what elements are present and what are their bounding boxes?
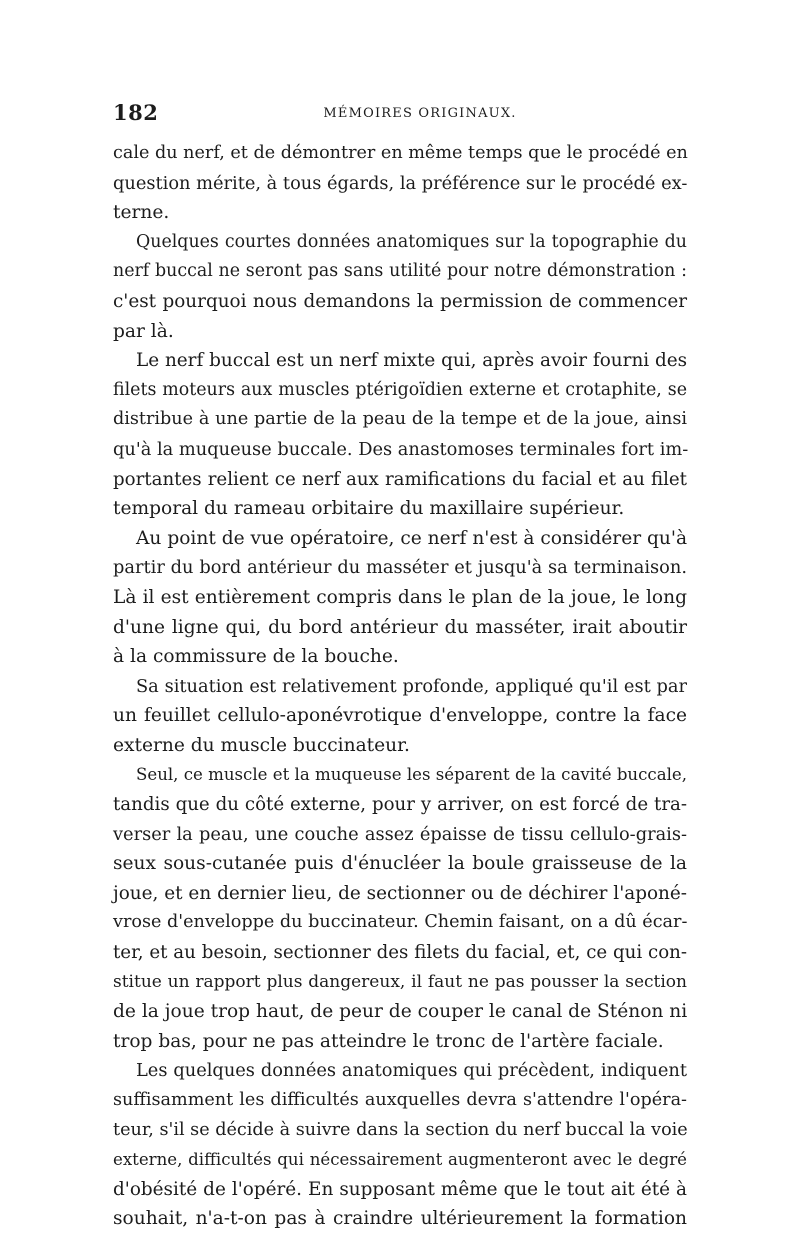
text-line: d'une ligne qui, du bord antérieur du masséter, irait aboutir <box>113 616 687 638</box>
paragraph-first-line: Sa situation est relativement profonde, appliqué qu'il est par <box>136 675 687 697</box>
paragraph-first-line: Les quelques données anatomiques qui précèdent, indiquent <box>136 1060 687 1082</box>
text-line: teur, s'il se décide à suivre dans la section du nerf buccal la voie <box>113 1119 688 1140</box>
page-header <box>113 100 687 130</box>
text-line: qu'à la muqueuse buccale. Des anastomoses terminales fort im- <box>113 438 689 460</box>
text-line: par là. <box>113 320 174 342</box>
text-line: verser la peau, une couche assez épaisse de tissu cellulo-grais- <box>113 823 687 845</box>
text-line: souhait, n'a-t-on pas à craindre ultérieurement la formation <box>113 1208 687 1230</box>
text-line: d'obésité de l'opéré. En supposant même que le tout ait été à <box>113 1178 687 1200</box>
text-line: trop bas, pour ne pas atteindre le tronc de l'artère faciale. <box>113 1030 664 1052</box>
text-line: Là il est entièrement compris dans le plan de la joue, le long <box>113 586 687 608</box>
text-line: distribue à une partie de la peau de la tempe et de la joue, ainsi <box>113 409 687 430</box>
text-line: vrose d'enveloppe du buccinateur. Chemin faisant, on a dû écar- <box>113 912 688 933</box>
text-line: question mérite, à tous égards, la préférence sur le procédé ex- <box>113 172 688 194</box>
text-line: ter, et au besoin, sectionner des filets du facial, et, ce qui con- <box>113 942 687 964</box>
text-line: tandis que du côté externe, pour y arriver, on est forcé de tra- <box>113 794 687 816</box>
text-line: temporal du rameau orbitaire du maxillaire supérieur. <box>113 498 625 520</box>
paragraph-first-line: Au point de vue opératoire, ce nerf n'est à considérer qu'à <box>136 527 688 549</box>
text-line: externe du muscle buccinateur. <box>113 734 410 756</box>
text-line: partir du bord antérieur du masséter et jusqu'à sa terminaison. <box>113 557 687 579</box>
text-line: seux sous-cutanée puis d'énucléer la boule graisseuse de la <box>113 853 687 875</box>
running-head: MÉMOIRES ORIGINAUX. <box>323 106 517 121</box>
text-line: un feuillet cellulo-aponévrotique d'enveloppe, contre la face <box>113 705 687 727</box>
text-line: terne. <box>113 202 170 224</box>
text-line: cale du nerf, et de démontrer en même temps que le procédé en <box>113 143 688 163</box>
text-line: externe, difficultés qui nécessairement augmenteront avec le degré <box>113 1150 687 1170</box>
text-line: à la commissure de la bouche. <box>113 646 399 668</box>
text-line: de la joue trop haut, de peur de couper le canal de Sténon ni <box>113 1001 688 1023</box>
text-line: portantes relient ce nerf aux ramifications du facial et au filet <box>113 468 687 490</box>
body-text <box>113 139 687 1234</box>
text-line: filets moteurs aux muscles ptérigoïdien externe et crotaphite, se <box>113 379 687 400</box>
text-line: joue, et en dernier lieu, de sectionner ou de déchirer l'aponé- <box>113 882 687 904</box>
text-line: suffisamment les difficultés auxquelles devra s'attendre l'opéra- <box>113 1090 687 1110</box>
text-line: nerf buccal ne seront pas sans utilité pour notre démonstration : <box>113 261 687 282</box>
text-line: stitue un rapport plus dangereux, il faut ne pas pousser la section <box>113 971 687 992</box>
paragraph-first-line: Quelques courtes données anatomiques sur la topographie du <box>136 231 687 252</box>
paragraph-first-line: Seul, ce muscle et la muqueuse les séparent de la cavité buccale, <box>136 765 688 785</box>
page-number: 182 <box>113 100 159 125</box>
paragraph-first-line: Le nerf buccal est un nerf mixte qui, après avoir fourni des <box>136 350 688 372</box>
text-line: c'est pourquoi nous demandons la permission de commencer <box>113 290 687 312</box>
